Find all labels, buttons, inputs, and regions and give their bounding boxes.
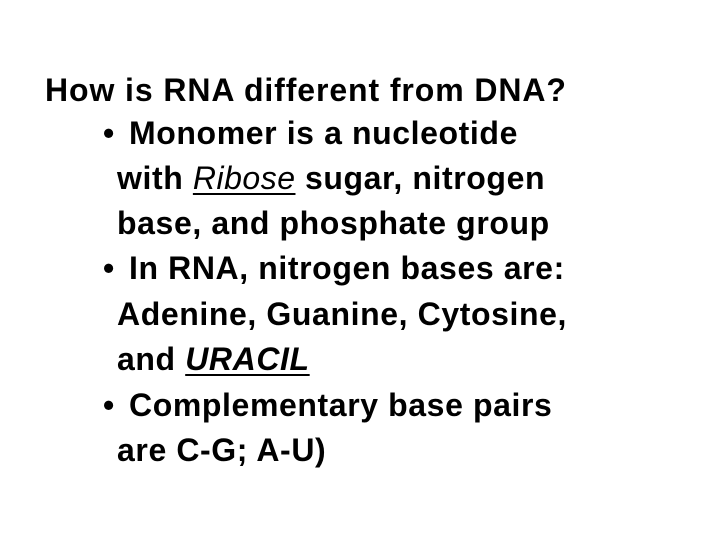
uracil-emphasis: URACIL <box>185 341 310 377</box>
bullet-icon: • <box>103 387 115 423</box>
bullet-1-line-2-suffix: sugar, nitrogen <box>295 160 546 196</box>
bullet-2-line-1 <box>103 250 565 286</box>
slide-title: How is RNA different from DNA? <box>45 72 567 108</box>
bullet-icon: • <box>103 250 115 286</box>
bullet-1-text: Monomer is a nucleotide <box>129 115 518 151</box>
bullet-1-line-2-prefix: with <box>117 160 193 196</box>
bullet-1-line-1 <box>103 115 518 151</box>
bullet-1-line-2 <box>117 160 545 196</box>
ribose-emphasis: Ribose <box>192 160 296 196</box>
bullet-2-line-3 <box>117 341 310 377</box>
bullet-2-line-2: Adenine, Guanine, Cytosine, <box>117 296 568 332</box>
bullet-2-text: In RNA, nitrogen bases are: <box>129 250 565 286</box>
bullet-icon: • <box>103 115 115 151</box>
bullet-3-line-1 <box>103 387 552 423</box>
bullet-1-line-3: base, and phosphate group <box>117 205 550 241</box>
bullet-3-line-2: are C-G; A-U) <box>117 432 327 468</box>
bullet-2-line-3-prefix: and <box>117 341 186 377</box>
bullet-3-text: Complementary base pairs <box>129 387 553 423</box>
